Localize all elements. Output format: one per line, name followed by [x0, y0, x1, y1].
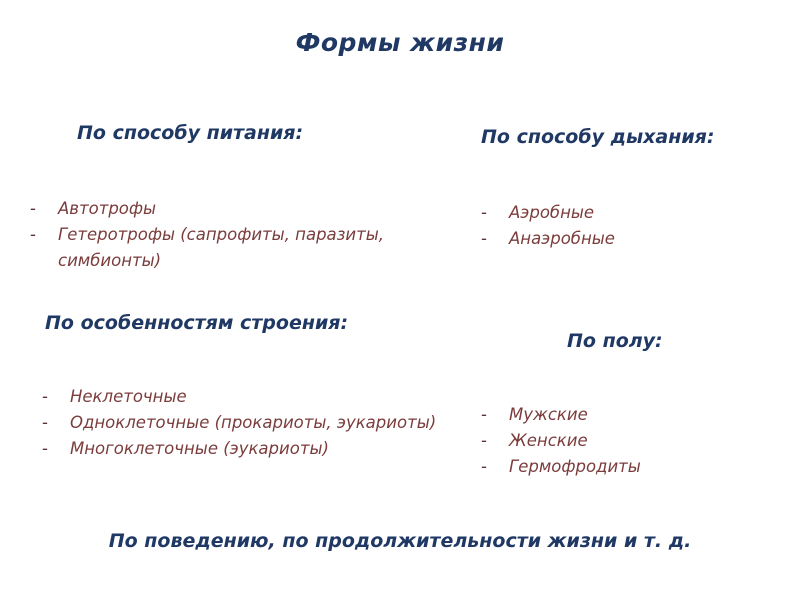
list-item: - Гермофродиты	[481, 454, 771, 480]
list-item: - Гетеротрофы (сапрофиты, паразиты, симбионты)	[30, 222, 410, 274]
nutrition-list	[30, 196, 410, 274]
structure-heading: По особенностям строения:	[45, 312, 349, 334]
list-item: - Анаэробные	[481, 226, 771, 252]
structure-list	[42, 384, 442, 462]
respiration-heading: По способу дыхания:	[481, 126, 715, 148]
list-item: - Аэробные	[481, 200, 771, 226]
list-item: - Мужские	[481, 402, 771, 428]
respiration-list	[481, 200, 771, 252]
list-item: - Автотрофы	[30, 196, 410, 222]
sex-heading: По полу:	[567, 330, 663, 352]
footer-note: По поведению, по продолжительности жизни и т. д.	[108, 530, 692, 552]
list-item: - Неклеточные	[42, 384, 442, 410]
list-item: - Женские	[481, 428, 771, 454]
slide-title: Формы жизни	[295, 28, 505, 57]
sex-list	[481, 402, 771, 480]
nutrition-heading: По способу питания:	[77, 122, 304, 144]
list-item: - Одноклеточные (прокариоты, эукариоты)	[42, 410, 442, 436]
list-item: - Многоклеточные (эукариоты)	[42, 436, 442, 462]
